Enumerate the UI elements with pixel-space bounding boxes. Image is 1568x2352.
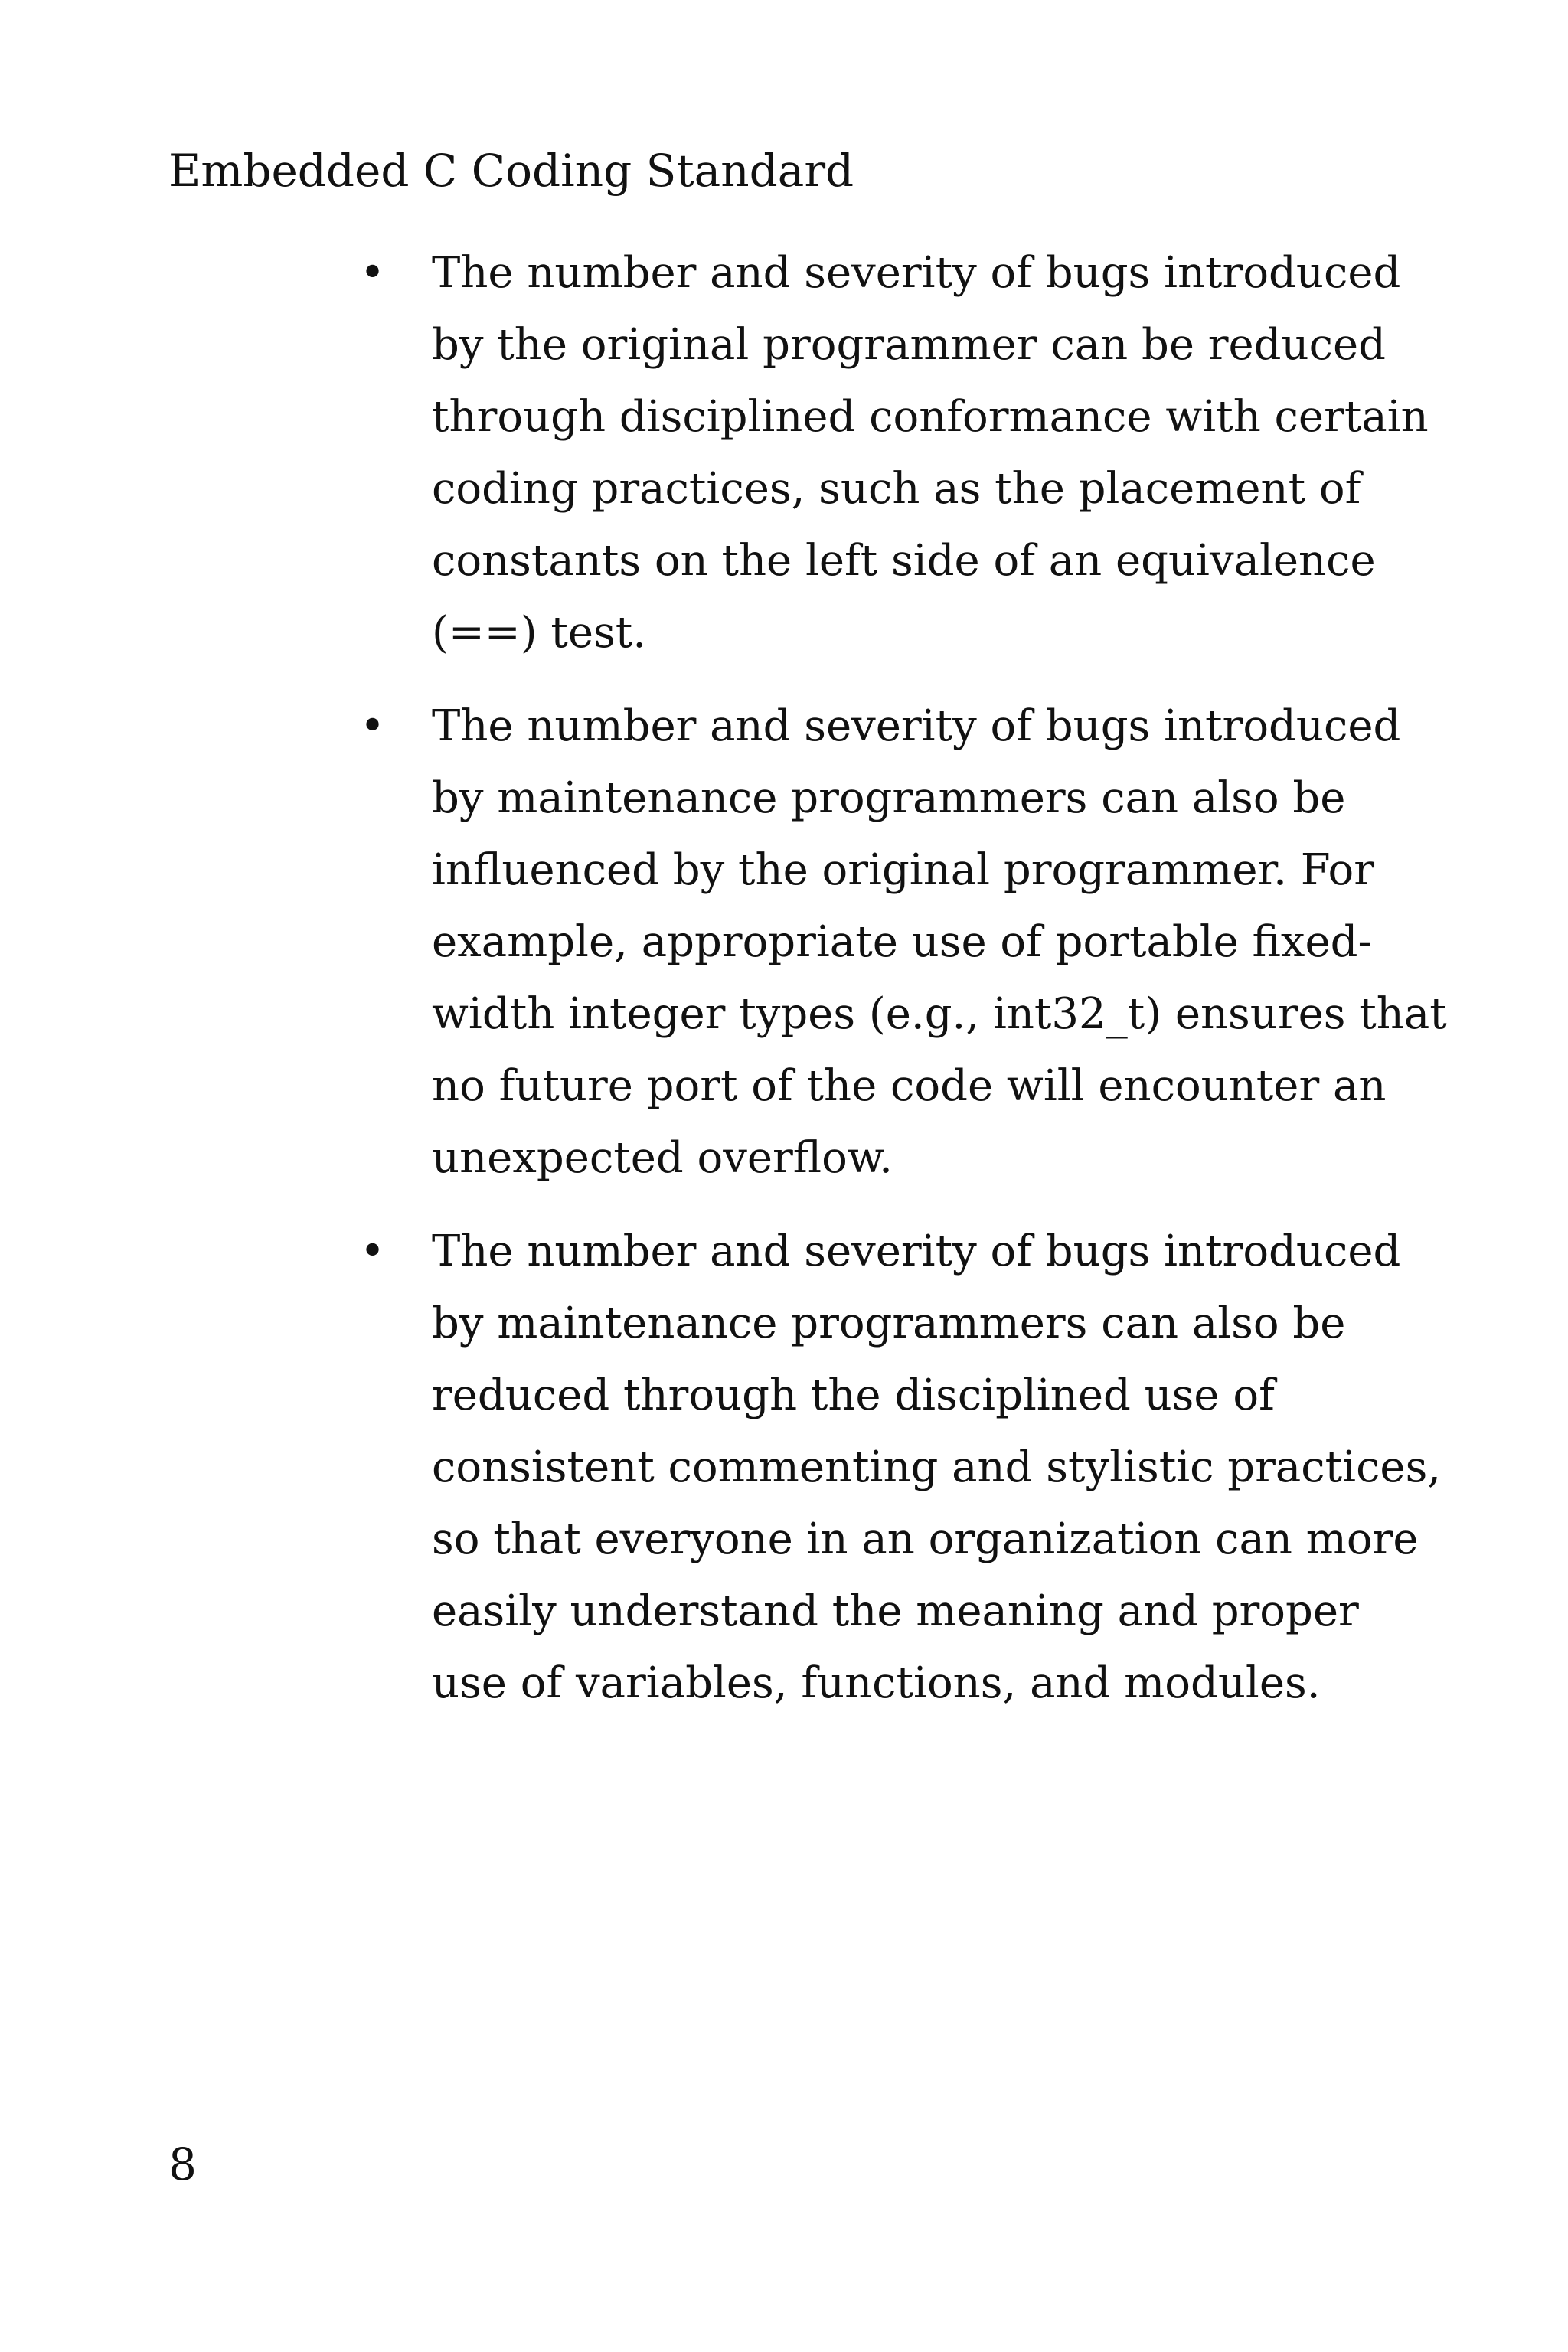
text-line: through disciplined conformance with certain bbox=[432, 392, 1429, 442]
text-line: The number and severity of bugs introduced bbox=[432, 1227, 1401, 1276]
text-line: constants on the left side of an equivalence bbox=[432, 536, 1376, 586]
text-line: The number and severity of bugs introduced bbox=[432, 701, 1401, 751]
text-line: no future port of the code will encounter an bbox=[432, 1061, 1387, 1111]
running-header-title: Embedded C Coding Standard bbox=[168, 145, 854, 197]
text-line: width integer types (e.g., int32_t) ensures that bbox=[432, 989, 1447, 1039]
bullet-marker: • bbox=[360, 248, 386, 298]
text-line: influenced by the original programmer. For bbox=[432, 845, 1375, 895]
text-line: consistent commenting and stylistic practices, bbox=[432, 1442, 1442, 1492]
bullet-list bbox=[360, 237, 1447, 1741]
text-line: unexpected overflow. bbox=[432, 1133, 893, 1183]
text-line: use of variables, functions, and modules. bbox=[432, 1658, 1321, 1708]
bullet-item-3 bbox=[360, 1216, 1442, 1720]
text-line: easily understand the meaning and proper bbox=[432, 1586, 1359, 1636]
text-line: coding practices, such as the placement of bbox=[432, 464, 1361, 514]
text-line: by the original programmer can be reduced bbox=[432, 320, 1386, 370]
text-line: by maintenance programmers can also be bbox=[432, 773, 1346, 823]
text-line: by maintenance programmers can also be bbox=[432, 1298, 1346, 1348]
page-number: 8 bbox=[168, 2138, 197, 2190]
text-line: (==) test. bbox=[432, 608, 647, 658]
text-line: The number and severity of bugs introduced bbox=[432, 248, 1401, 298]
text-line: reduced through the disciplined use of bbox=[432, 1370, 1275, 1420]
bullet-marker: • bbox=[360, 701, 386, 751]
bullet-item-1 bbox=[360, 237, 1429, 669]
bullet-item-2 bbox=[360, 691, 1447, 1194]
text-line: example, appropriate use of portable fixed- bbox=[432, 917, 1373, 967]
text-line: so that everyone in an organization can more bbox=[432, 1514, 1419, 1564]
bullet-marker: • bbox=[360, 1227, 386, 1276]
